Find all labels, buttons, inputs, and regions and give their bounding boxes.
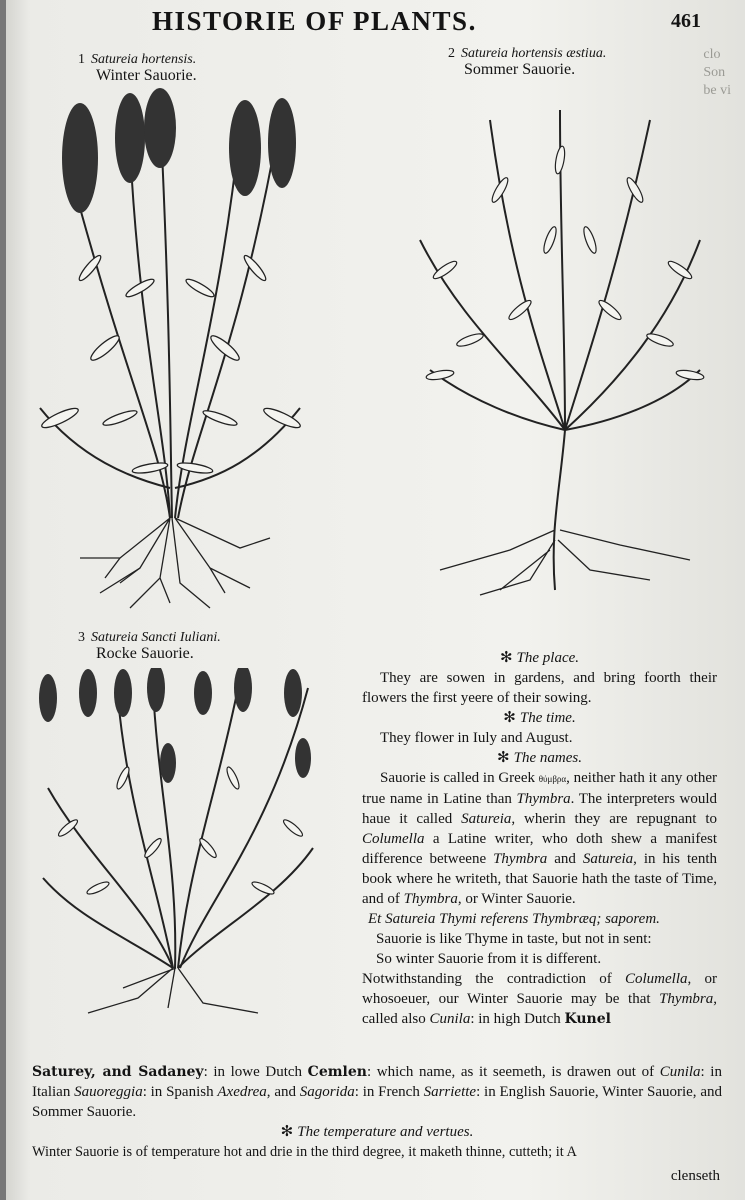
full-width-paragraph: Saturey, and Sadaney: in lowe Dutch Cemlen: which name, as it seemeth, is drawen out of Cunila: in Italian Sauoreggia: in Spanish Axedrea, and Sagorida: in French Sarriette: in English Sauorie, Winter Sauorie, and Sommer Sauorie.: [32, 1064, 722, 1120]
figure-2-common-name: Sommer Sauorie.: [464, 61, 576, 78]
figure-1-common-name: Winter Sauorie.: [96, 67, 197, 84]
figure-1-caption: [78, 52, 197, 84]
section-heading-time: ✻ The time.: [503, 710, 576, 726]
section-heading-names: ✻ The names.: [497, 750, 582, 766]
rock-savory-woodcut: [28, 668, 328, 1028]
verse-line-2: So winter Sauorie from it is different.: [376, 951, 602, 967]
greek-word: θύμβρα: [538, 774, 567, 784]
section-heading-place: ✻ The place.: [499, 650, 580, 666]
page-number: 461: [671, 10, 701, 32]
summer-savory-woodcut: [400, 90, 720, 605]
latin-quotation: Et Satureia Thymi referens Thymbræq; saporem.: [368, 911, 660, 927]
place-paragraph: They are sowen in gardens, and bring foorth their flowers the first yeere of their sowing.: [362, 670, 717, 706]
figure-3-latin-name: Satureia Sancti Iuliani.: [91, 630, 221, 645]
figure-3-number: 3: [78, 630, 85, 645]
bleed-through-text: clo Son be vi: [703, 47, 731, 98]
time-paragraph: They flower in Iuly and August.: [380, 730, 573, 746]
figure-1-number: 1: [78, 52, 85, 67]
figure-2-caption: [448, 46, 606, 78]
asterism-icon: ✻: [499, 650, 513, 666]
verse-line-1: Sauorie is like Thyme in taste, but not in sent:: [376, 931, 652, 947]
figure-2-latin-name: Satureia hortensis æstiua.: [461, 46, 607, 61]
running-head: HISTORIE OF PLANTS.: [152, 6, 477, 36]
asterism-icon: ✻: [497, 750, 510, 766]
figure-2-number: 2: [448, 46, 455, 61]
catchword: clenseth: [670, 1168, 720, 1184]
section-heading-temperature: ✻ The temperature and vertues.: [280, 1124, 474, 1140]
figure-1-latin-name: Satureia hortensis.: [91, 52, 197, 67]
names-paragraph-2: Notwithstanding the contradiction of Columella, or whosoeuer, our Winter Sauorie may be that Thymbra, called also Cunila: in high Dutch Kunel: [362, 971, 717, 1027]
temperature-line: Winter Sauorie is of temperature hot and drie in the third degree, it maketh thinne, cutteth; it A: [32, 1144, 577, 1160]
asterism-icon: ✻: [503, 710, 516, 726]
blackletter-word: Kunel: [564, 1011, 611, 1027]
page-gutter-shadow: [0, 0, 6, 1200]
margin-letter: A: [566, 1144, 577, 1160]
names-paragraph: Sauorie is called in Greek θύμβρα, neither hath it any other true name in Latine than Thymbra. The interpreters would haue it called Satureia, wherin they are repugnant to Columella a Latine writer, who doth shew a manifest difference betweene Thymbra and Satureia, in his tenth book where he writeth, that Sauorie hath the taste of Time, and of Thymbra, or Winter Sauorie.: [362, 770, 717, 907]
figure-3-common-name: Rocke Sauorie.: [96, 645, 194, 662]
figure-3-caption: [78, 630, 221, 662]
asterism-icon: ✻: [280, 1124, 294, 1140]
text-column: [362, 648, 717, 1029]
winter-savory-woodcut: [20, 88, 320, 613]
